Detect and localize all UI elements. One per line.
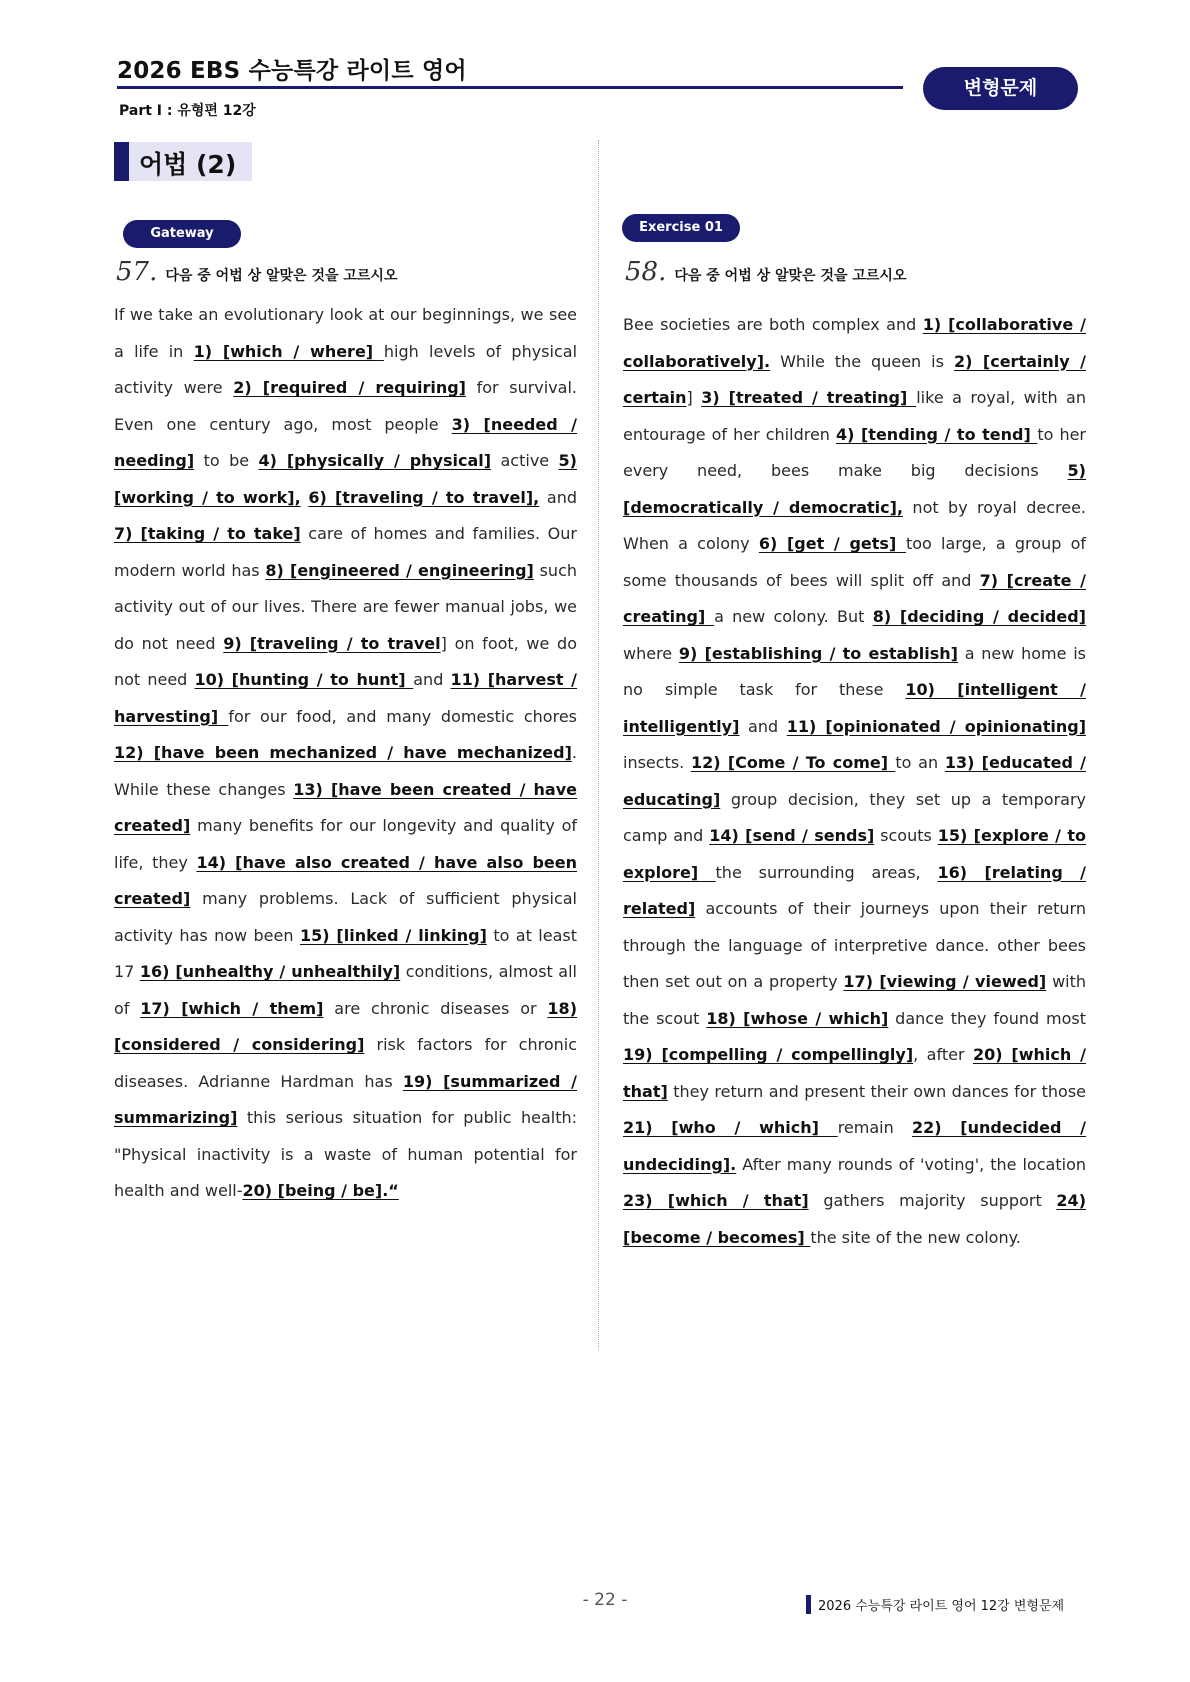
passage-text: ] — [686, 388, 702, 407]
passage-text: high levels of physical activity were — [114, 341, 578, 397]
passage-text: remain — [837, 1118, 912, 1137]
passage-text: to be — [194, 451, 259, 470]
grammar-choice: 13) [have been created / have created] — [114, 779, 578, 835]
passage-text: the surrounding areas, — [715, 862, 938, 882]
exercise-badge: Exercise 01 — [622, 214, 740, 242]
book-title: 2026 EBS 수능특강 라이트 영어 — [117, 58, 467, 84]
grammar-choice: 4) [tending / to tend] — [836, 424, 1038, 444]
passage-text: to an — [895, 753, 945, 772]
question-instruction: 다음 중 어법 상 알맞은 것을 고르시오 — [674, 268, 907, 284]
grammar-choice: 8) [deciding / decided] — [872, 607, 1086, 626]
grammar-choice: 17) [which / them] — [140, 998, 324, 1018]
passage-text: many problems. Lack of sufficient physical activity has now been — [114, 889, 577, 945]
footer-label — [806, 1595, 1064, 1615]
passage-text: ] on foot, we do not need — [114, 633, 577, 689]
grammar-choice: 17) [viewing / viewed] — [843, 972, 1047, 991]
question-58-header — [625, 257, 906, 287]
passage-text: group decision, they set up a temporary camp and — [623, 789, 1086, 845]
grammar-choice: 1) [collaborative / collaboratively]. — [623, 315, 1086, 371]
passage-58 — [623, 307, 1086, 1256]
passage-text: this serious situation for public health: "Physical inactivity is a waste of human potential for health and well- — [114, 1108, 577, 1200]
grammar-choice: 4) [physically / physical] — [258, 451, 492, 470]
footer-text: 2026 수능특강 라이트 영어 12강 변형문제 — [818, 1599, 1065, 1614]
grammar-choice: 10) [intelligent / intelligently] — [623, 680, 1087, 736]
grammar-choice: 19) [compelling / compellingly] — [623, 1045, 914, 1064]
question-instruction: 다음 중 어법 상 알맞은 것을 고르시오 — [165, 268, 398, 284]
passage-text: to at least 17 — [114, 925, 578, 981]
passage-text: where — [623, 643, 679, 663]
passage-text: care of homes and families. Our modern world has — [114, 524, 577, 580]
section-title: 어법 (2) — [139, 150, 237, 179]
passage-57 — [114, 297, 577, 1210]
passage-text: for our food, and many domestic chores — [228, 706, 577, 726]
grammar-choice: 16) [relating / related] — [623, 862, 1086, 918]
passage-text: After many rounds of 'voting', the location — [736, 1154, 1086, 1174]
question-57-header — [116, 257, 397, 287]
passage-text: they return and present their own dances for those — [667, 1081, 1086, 1101]
passage-text: such activity out of our lives. There are fewer manual jobs, we do not need — [114, 560, 578, 653]
grammar-choice: 20) [which / that] — [623, 1045, 1087, 1101]
passage-text: active — [491, 451, 559, 470]
gateway-badge: Gateway — [123, 220, 241, 248]
grammar-choice: 12) [have been mechanized / have mechanized] — [114, 743, 572, 762]
grammar-choice: 11) [opinionated / opinionating] — [786, 716, 1086, 736]
passage-text: not by royal decree. When a colony — [623, 497, 1086, 553]
grammar-choice: 5) [democratically / democratic], — [623, 461, 1086, 517]
grammar-choice: 2) [certainly / certain — [623, 351, 1087, 407]
grammar-choice: 5) [working / to work], — [114, 451, 577, 507]
grammar-choice: 6) [get / gets] — [758, 534, 906, 553]
passage-text: gathers majority support — [808, 1191, 1057, 1210]
grammar-choice: 16) [unhealthy / unhealthily] — [139, 962, 401, 981]
grammar-choice: 22) [undecided / undeciding]. — [623, 1118, 1086, 1174]
passage-text: and — [739, 716, 787, 736]
grammar-choice: 11) [harvest / harvesting] — [114, 670, 578, 726]
grammar-choice: 15) [linked / linking] — [299, 925, 487, 945]
footer-accent-bar — [806, 1595, 811, 1614]
passage-text: and — [539, 487, 578, 507]
passage-text: accounts of their journeys upon their return through the language of interpretive dance. other bees then set out on a property — [623, 899, 1086, 991]
column-divider — [598, 140, 599, 1350]
grammar-choice: 8) [engineered / engineering] — [265, 560, 534, 580]
passage-text: with the scout — [623, 972, 1087, 1028]
grammar-choice: 18) [whose / which] — [706, 1008, 889, 1028]
passage-text: are chronic diseases or — [323, 998, 548, 1018]
passage-text: risk factors for chronic diseases. Adrianne Hardman has — [114, 1035, 577, 1091]
grammar-choice: 1) [which / where] — [193, 341, 384, 361]
grammar-choice: 9) [establishing / to establish] — [678, 643, 958, 663]
grammar-choice: 20) [being / be].“ — [242, 1181, 399, 1200]
passage-text: for survival. Even one century ago, most people — [114, 378, 578, 434]
grammar-choice: 24) [become / becomes] — [623, 1191, 1086, 1247]
grammar-choice: 19) [summarized / summarizing] — [114, 1071, 578, 1127]
passage-text: a new colony. But — [714, 607, 873, 626]
passage-text: and — [413, 670, 451, 689]
passage-text: the site of the new colony. — [810, 1227, 1021, 1247]
grammar-choice: 7) [taking / to take] — [114, 524, 301, 543]
passage-text: like a royal, with an entourage of her children — [623, 388, 1087, 444]
grammar-choice: 7) [create / creating] — [623, 570, 1086, 626]
passage-text: If we take an evolutionary look at our beginnings, we see a life in — [114, 305, 577, 361]
grammar-choice: 21) [who / which] — [623, 1118, 838, 1137]
passage-text: to her every need, bees make big decisions — [623, 424, 1086, 480]
question-number: 57. — [116, 257, 158, 287]
passage-text: too large, a group of some thousands of bees will split off and — [623, 534, 1087, 590]
grammar-choice: 3) [needed / needing] — [114, 414, 577, 470]
grammar-choice: 6) [traveling / to travel], — [308, 487, 540, 507]
section-accent-bar — [114, 142, 129, 181]
grammar-choice: 2) [required / requiring] — [233, 378, 466, 397]
passage-text: . While these changes — [114, 743, 577, 799]
header-rule — [117, 86, 903, 89]
passage-text: conditions, almost all of — [114, 962, 577, 1018]
grammar-choice: 12) [Come / To come] — [691, 753, 896, 772]
page-number: - 22 - — [582, 1590, 628, 1610]
grammar-choice: 14) [send / sends] — [709, 826, 875, 845]
grammar-choice: 10) [hunting / to hunt] — [194, 670, 414, 689]
grammar-choice: 13) [educated / educating] — [623, 753, 1086, 809]
passage-text: Bee societies are both complex and — [623, 315, 923, 334]
grammar-choice: 14) [have also created / have also been created] — [114, 852, 577, 908]
grammar-choice: 3) [treated / treating] — [701, 388, 917, 407]
passage-text: dance they found most — [888, 1008, 1086, 1028]
grammar-choice: 9) [traveling / to travel — [223, 633, 441, 653]
part-label: Part Ⅰ : 유형편 12강 — [119, 103, 256, 119]
passage-text: a new home is no simple task for these — [623, 643, 1086, 699]
passage-text: While the queen is — [770, 351, 954, 371]
passage-text: scouts — [874, 826, 938, 845]
passage-text: many benefits for our longevity and quality of life, they — [114, 816, 577, 872]
type-badge: 변형문제 — [923, 67, 1078, 110]
grammar-choice: 23) [which / that] — [623, 1191, 809, 1210]
question-number: 58. — [625, 257, 667, 287]
grammar-choice: 15) [explore / to explore] — [623, 826, 1087, 882]
passage-text: , after — [913, 1045, 973, 1064]
section-heading — [114, 142, 252, 181]
passage-text: insects. — [623, 753, 692, 772]
grammar-choice: 18) [considered / considering] — [114, 998, 577, 1054]
